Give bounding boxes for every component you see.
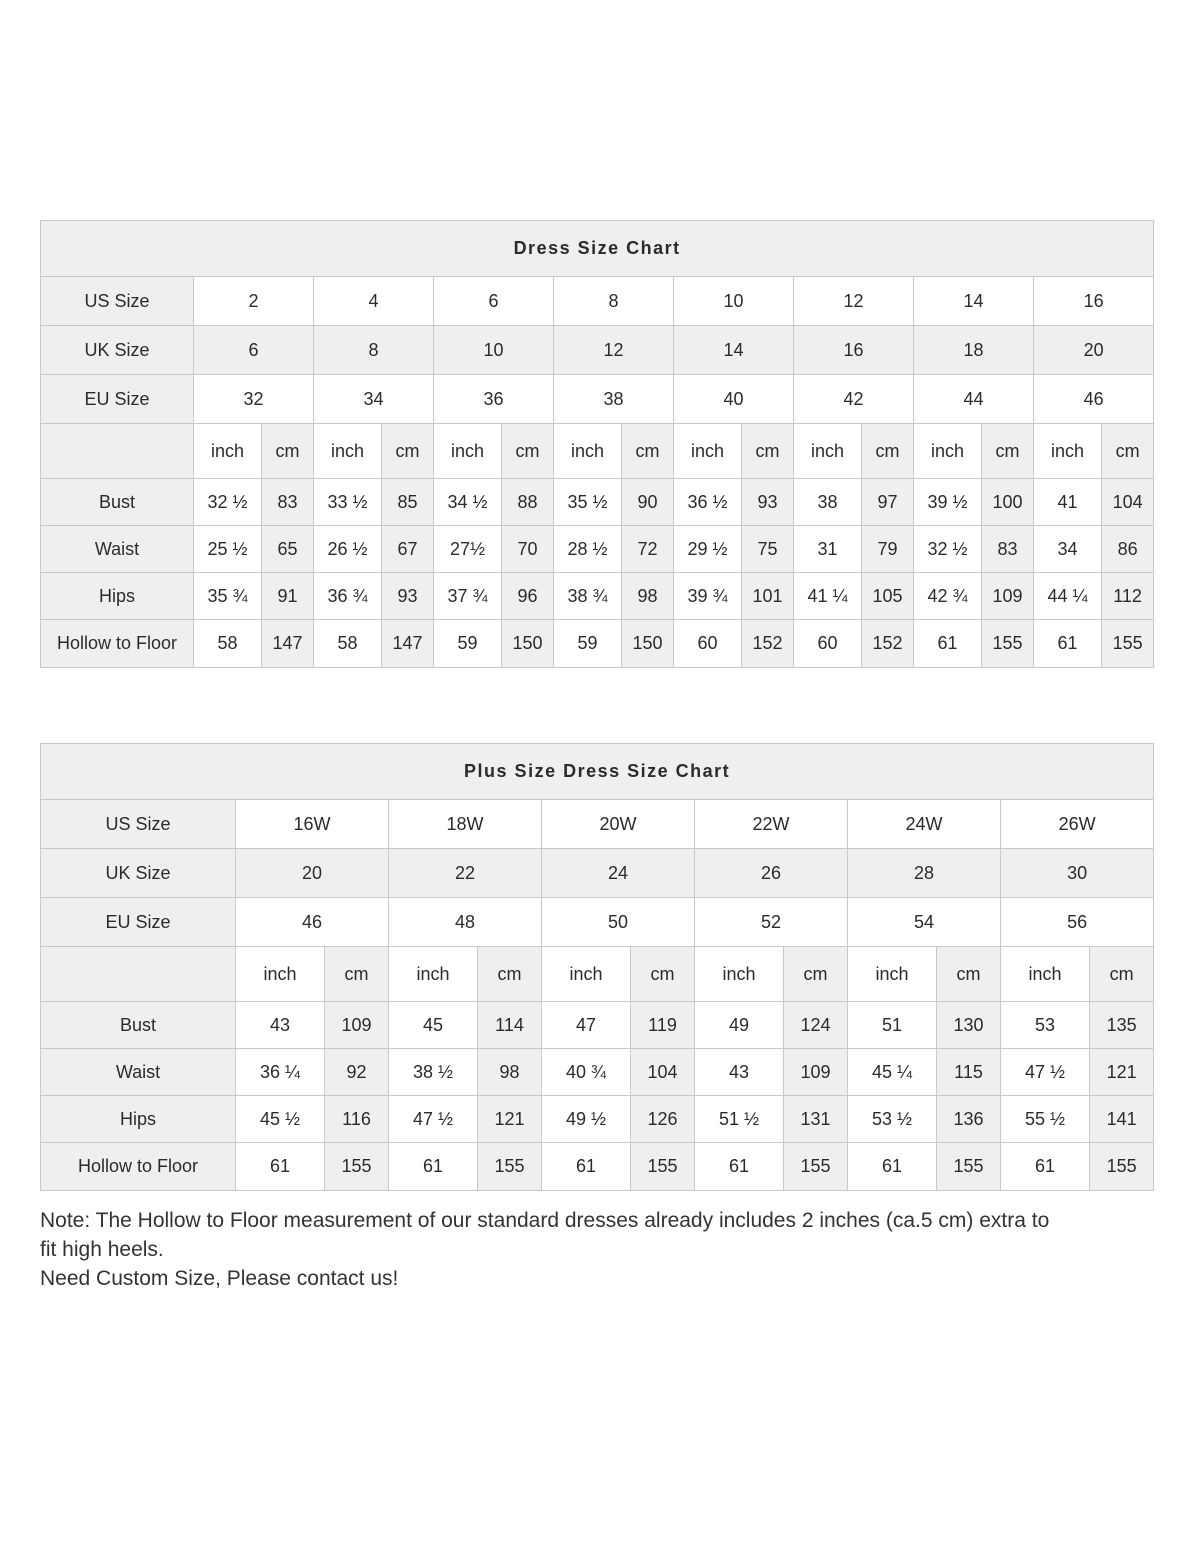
size-value-cell: 14 bbox=[674, 326, 794, 375]
unit-header-cm-cell: cm bbox=[325, 947, 389, 1002]
measure-cm-cell: 155 bbox=[937, 1143, 1001, 1191]
unit-header-inch-cell: inch bbox=[194, 424, 262, 479]
size-value-cell: 44 bbox=[914, 375, 1034, 424]
measure-inch-cell: 45 ¼ bbox=[848, 1049, 937, 1096]
measure-cm-cell: 150 bbox=[622, 620, 674, 668]
measure-cm-cell: 155 bbox=[784, 1143, 848, 1191]
measure-cm-cell: 147 bbox=[262, 620, 314, 668]
chart-title: Dress Size Chart bbox=[41, 221, 1154, 277]
size-value-cell: 22W bbox=[695, 800, 848, 849]
size-value-cell: 50 bbox=[542, 898, 695, 947]
measure-inch-cell: 26 ½ bbox=[314, 526, 382, 573]
size-value-cell: 46 bbox=[236, 898, 389, 947]
size-value-cell: 28 bbox=[848, 849, 1001, 898]
size-value-cell: 26 bbox=[695, 849, 848, 898]
measure-cm-cell: 104 bbox=[1102, 479, 1154, 526]
row-label-cell: Hips bbox=[41, 573, 194, 620]
size-value-cell: 48 bbox=[389, 898, 542, 947]
size-value-cell: 2 bbox=[194, 277, 314, 326]
size-value-cell: 18 bbox=[914, 326, 1034, 375]
size-value-cell: 20W bbox=[542, 800, 695, 849]
measure-cm-cell: 136 bbox=[937, 1096, 1001, 1143]
unit-header-inch-cell: inch bbox=[1001, 947, 1090, 1002]
size-value-cell: 8 bbox=[314, 326, 434, 375]
size-value-cell: 40 bbox=[674, 375, 794, 424]
measure-inch-cell: 60 bbox=[794, 620, 862, 668]
size-value-cell: 8 bbox=[554, 277, 674, 326]
measure-cm-cell: 98 bbox=[478, 1049, 542, 1096]
measure-inch-cell: 51 bbox=[848, 1002, 937, 1049]
unit-header-inch-cell: inch bbox=[1034, 424, 1102, 479]
measure-cm-cell: 152 bbox=[742, 620, 794, 668]
measure-inch-cell: 31 bbox=[794, 526, 862, 573]
measure-cm-cell: 101 bbox=[742, 573, 794, 620]
measure-inch-cell: 61 bbox=[1001, 1143, 1090, 1191]
measure-inch-cell: 36 ¾ bbox=[314, 573, 382, 620]
measure-inch-cell: 59 bbox=[434, 620, 502, 668]
measure-cm-cell: 93 bbox=[742, 479, 794, 526]
size-value-cell: 46 bbox=[1034, 375, 1154, 424]
measure-cm-cell: 155 bbox=[1090, 1143, 1154, 1191]
unit-header-cm-cell: cm bbox=[982, 424, 1034, 479]
measure-inch-cell: 47 bbox=[542, 1002, 631, 1049]
measure-cm-cell: 97 bbox=[862, 479, 914, 526]
measure-cm-cell: 72 bbox=[622, 526, 674, 573]
unit-header-cm-cell: cm bbox=[478, 947, 542, 1002]
size-value-cell: 16 bbox=[1034, 277, 1154, 326]
measure-cm-cell: 70 bbox=[502, 526, 554, 573]
row-label-cell: US Size bbox=[41, 800, 236, 849]
measure-cm-cell: 88 bbox=[502, 479, 554, 526]
size-value-cell: 20 bbox=[1034, 326, 1154, 375]
measure-inch-cell: 45 ½ bbox=[236, 1096, 325, 1143]
measure-inch-cell: 58 bbox=[194, 620, 262, 668]
measure-cm-cell: 109 bbox=[784, 1049, 848, 1096]
note-line-3: Need Custom Size, Please contact us! bbox=[40, 1267, 399, 1290]
measure-cm-cell: 115 bbox=[937, 1049, 1001, 1096]
unit-header-cm-cell: cm bbox=[742, 424, 794, 479]
measure-cm-cell: 109 bbox=[982, 573, 1034, 620]
row-label-cell: UK Size bbox=[41, 849, 236, 898]
unit-header-cm-cell: cm bbox=[622, 424, 674, 479]
measure-cm-cell: 93 bbox=[382, 573, 434, 620]
measure-inch-cell: 49 ½ bbox=[542, 1096, 631, 1143]
measure-inch-cell: 45 bbox=[389, 1002, 478, 1049]
measure-cm-cell: 121 bbox=[1090, 1049, 1154, 1096]
size-value-cell: 14 bbox=[914, 277, 1034, 326]
measure-cm-cell: 121 bbox=[478, 1096, 542, 1143]
unit-header-cm-cell: cm bbox=[382, 424, 434, 479]
measure-inch-cell: 58 bbox=[314, 620, 382, 668]
size-value-cell: 30 bbox=[1001, 849, 1154, 898]
unit-header-inch-cell: inch bbox=[434, 424, 502, 479]
size-value-cell: 12 bbox=[794, 277, 914, 326]
measure-inch-cell: 61 bbox=[695, 1143, 784, 1191]
measure-cm-cell: 131 bbox=[784, 1096, 848, 1143]
size-value-cell: 34 bbox=[314, 375, 434, 424]
unit-header-inch-cell: inch bbox=[794, 424, 862, 479]
measure-cm-cell: 135 bbox=[1090, 1002, 1154, 1049]
measure-cm-cell: 155 bbox=[1102, 620, 1154, 668]
unit-header-inch-cell: inch bbox=[542, 947, 631, 1002]
measure-cm-cell: 75 bbox=[742, 526, 794, 573]
measure-inch-cell: 36 ¼ bbox=[236, 1049, 325, 1096]
measure-inch-cell: 61 bbox=[236, 1143, 325, 1191]
measure-inch-cell: 61 bbox=[542, 1143, 631, 1191]
measure-inch-cell: 33 ½ bbox=[314, 479, 382, 526]
measure-inch-cell: 60 bbox=[674, 620, 742, 668]
measure-inch-cell: 32 ½ bbox=[194, 479, 262, 526]
size-value-cell: 6 bbox=[194, 326, 314, 375]
measure-inch-cell: 38 ½ bbox=[389, 1049, 478, 1096]
measure-cm-cell: 155 bbox=[478, 1143, 542, 1191]
row-label-cell: Hips bbox=[41, 1096, 236, 1143]
unit-header-inch-cell: inch bbox=[914, 424, 982, 479]
measure-cm-cell: 92 bbox=[325, 1049, 389, 1096]
measure-cm-cell: 65 bbox=[262, 526, 314, 573]
measure-cm-cell: 141 bbox=[1090, 1096, 1154, 1143]
measure-cm-cell: 147 bbox=[382, 620, 434, 668]
row-label-cell bbox=[41, 424, 194, 479]
measure-inch-cell: 27½ bbox=[434, 526, 502, 573]
measure-inch-cell: 39 ½ bbox=[914, 479, 982, 526]
row-label-cell: EU Size bbox=[41, 375, 194, 424]
measure-inch-cell: 43 bbox=[236, 1002, 325, 1049]
dress-size-chart-table bbox=[40, 220, 1154, 668]
measure-cm-cell: 83 bbox=[982, 526, 1034, 573]
measure-inch-cell: 53 ½ bbox=[848, 1096, 937, 1143]
measure-inch-cell: 38 bbox=[794, 479, 862, 526]
unit-header-cm-cell: cm bbox=[937, 947, 1001, 1002]
row-label-cell: EU Size bbox=[41, 898, 236, 947]
unit-header-cm-cell: cm bbox=[1102, 424, 1154, 479]
measure-inch-cell: 47 ½ bbox=[389, 1096, 478, 1143]
size-value-cell: 52 bbox=[695, 898, 848, 947]
measure-inch-cell: 55 ½ bbox=[1001, 1096, 1090, 1143]
measure-inch-cell: 51 ½ bbox=[695, 1096, 784, 1143]
unit-header-cm-cell: cm bbox=[502, 424, 554, 479]
measure-cm-cell: 91 bbox=[262, 573, 314, 620]
size-value-cell: 20 bbox=[236, 849, 389, 898]
note-line-1: Note: The Hollow to Floor measurement of our standard dresses already includes 2 inches (ca.5 cm) extra to bbox=[40, 1209, 1050, 1232]
measure-cm-cell: 124 bbox=[784, 1002, 848, 1049]
size-value-cell: 12 bbox=[554, 326, 674, 375]
measure-cm-cell: 83 bbox=[262, 479, 314, 526]
measure-cm-cell: 79 bbox=[862, 526, 914, 573]
measure-inch-cell: 43 bbox=[695, 1049, 784, 1096]
size-value-cell: 42 bbox=[794, 375, 914, 424]
row-label-cell bbox=[41, 947, 236, 1002]
note-line-2: fit high heels. bbox=[40, 1238, 164, 1261]
measure-inch-cell: 36 ½ bbox=[674, 479, 742, 526]
measure-inch-cell: 61 bbox=[389, 1143, 478, 1191]
measure-cm-cell: 119 bbox=[631, 1002, 695, 1049]
measure-inch-cell: 42 ¾ bbox=[914, 573, 982, 620]
unit-header-cm-cell: cm bbox=[1090, 947, 1154, 1002]
measure-cm-cell: 67 bbox=[382, 526, 434, 573]
size-value-cell: 24W bbox=[848, 800, 1001, 849]
measure-inch-cell: 61 bbox=[1034, 620, 1102, 668]
unit-header-cm-cell: cm bbox=[862, 424, 914, 479]
measure-inch-cell: 34 bbox=[1034, 526, 1102, 573]
measure-inch-cell: 25 ½ bbox=[194, 526, 262, 573]
measure-inch-cell: 35 ¾ bbox=[194, 573, 262, 620]
unit-header-inch-cell: inch bbox=[314, 424, 382, 479]
size-value-cell: 56 bbox=[1001, 898, 1154, 947]
size-value-cell: 54 bbox=[848, 898, 1001, 947]
measure-inch-cell: 37 ¾ bbox=[434, 573, 502, 620]
size-value-cell: 10 bbox=[434, 326, 554, 375]
unit-header-inch-cell: inch bbox=[389, 947, 478, 1002]
row-label-cell: UK Size bbox=[41, 326, 194, 375]
measure-cm-cell: 130 bbox=[937, 1002, 1001, 1049]
measure-cm-cell: 98 bbox=[622, 573, 674, 620]
unit-header-inch-cell: inch bbox=[236, 947, 325, 1002]
row-label-cell: Waist bbox=[41, 1049, 236, 1096]
measure-cm-cell: 100 bbox=[982, 479, 1034, 526]
row-label-cell: Bust bbox=[41, 479, 194, 526]
measure-cm-cell: 114 bbox=[478, 1002, 542, 1049]
unit-header-inch-cell: inch bbox=[695, 947, 784, 1002]
measure-inch-cell: 44 ¼ bbox=[1034, 573, 1102, 620]
measure-inch-cell: 34 ½ bbox=[434, 479, 502, 526]
measure-inch-cell: 40 ¾ bbox=[542, 1049, 631, 1096]
plus-size-dress-size-chart-table bbox=[40, 743, 1154, 1191]
measure-cm-cell: 86 bbox=[1102, 526, 1154, 573]
size-value-cell: 16W bbox=[236, 800, 389, 849]
measure-inch-cell: 59 bbox=[554, 620, 622, 668]
unit-header-cm-cell: cm bbox=[262, 424, 314, 479]
size-value-cell: 18W bbox=[389, 800, 542, 849]
note-text bbox=[40, 1206, 1049, 1293]
measure-cm-cell: 109 bbox=[325, 1002, 389, 1049]
row-label-cell: Bust bbox=[41, 1002, 236, 1049]
row-label-cell: Hollow to Floor bbox=[41, 1143, 236, 1191]
size-value-cell: 10 bbox=[674, 277, 794, 326]
measure-inch-cell: 35 ½ bbox=[554, 479, 622, 526]
unit-header-inch-cell: inch bbox=[554, 424, 622, 479]
measure-cm-cell: 155 bbox=[631, 1143, 695, 1191]
measure-inch-cell: 41 ¼ bbox=[794, 573, 862, 620]
measure-cm-cell: 96 bbox=[502, 573, 554, 620]
measure-inch-cell: 28 ½ bbox=[554, 526, 622, 573]
unit-header-cm-cell: cm bbox=[631, 947, 695, 1002]
unit-header-inch-cell: inch bbox=[674, 424, 742, 479]
size-value-cell: 32 bbox=[194, 375, 314, 424]
measure-inch-cell: 39 ¾ bbox=[674, 573, 742, 620]
size-value-cell: 6 bbox=[434, 277, 554, 326]
measure-inch-cell: 53 bbox=[1001, 1002, 1090, 1049]
measure-inch-cell: 41 bbox=[1034, 479, 1102, 526]
measure-cm-cell: 90 bbox=[622, 479, 674, 526]
measure-cm-cell: 104 bbox=[631, 1049, 695, 1096]
unit-header-cm-cell: cm bbox=[784, 947, 848, 1002]
measure-cm-cell: 105 bbox=[862, 573, 914, 620]
measure-inch-cell: 38 ¾ bbox=[554, 573, 622, 620]
measure-inch-cell: 61 bbox=[848, 1143, 937, 1191]
size-value-cell: 4 bbox=[314, 277, 434, 326]
size-value-cell: 26W bbox=[1001, 800, 1154, 849]
row-label-cell: Waist bbox=[41, 526, 194, 573]
measure-inch-cell: 32 ½ bbox=[914, 526, 982, 573]
measure-cm-cell: 112 bbox=[1102, 573, 1154, 620]
size-value-cell: 36 bbox=[434, 375, 554, 424]
size-value-cell: 16 bbox=[794, 326, 914, 375]
measure-cm-cell: 155 bbox=[325, 1143, 389, 1191]
size-value-cell: 22 bbox=[389, 849, 542, 898]
measure-inch-cell: 61 bbox=[914, 620, 982, 668]
measure-inch-cell: 47 ½ bbox=[1001, 1049, 1090, 1096]
measure-cm-cell: 85 bbox=[382, 479, 434, 526]
row-label-cell: US Size bbox=[41, 277, 194, 326]
measure-cm-cell: 152 bbox=[862, 620, 914, 668]
measure-cm-cell: 155 bbox=[982, 620, 1034, 668]
measure-inch-cell: 49 bbox=[695, 1002, 784, 1049]
row-label-cell: Hollow to Floor bbox=[41, 620, 194, 668]
chart-title: Plus Size Dress Size Chart bbox=[41, 744, 1154, 800]
measure-inch-cell: 29 ½ bbox=[674, 526, 742, 573]
measure-cm-cell: 126 bbox=[631, 1096, 695, 1143]
measure-cm-cell: 150 bbox=[502, 620, 554, 668]
measure-cm-cell: 116 bbox=[325, 1096, 389, 1143]
unit-header-inch-cell: inch bbox=[848, 947, 937, 1002]
size-value-cell: 38 bbox=[554, 375, 674, 424]
size-value-cell: 24 bbox=[542, 849, 695, 898]
